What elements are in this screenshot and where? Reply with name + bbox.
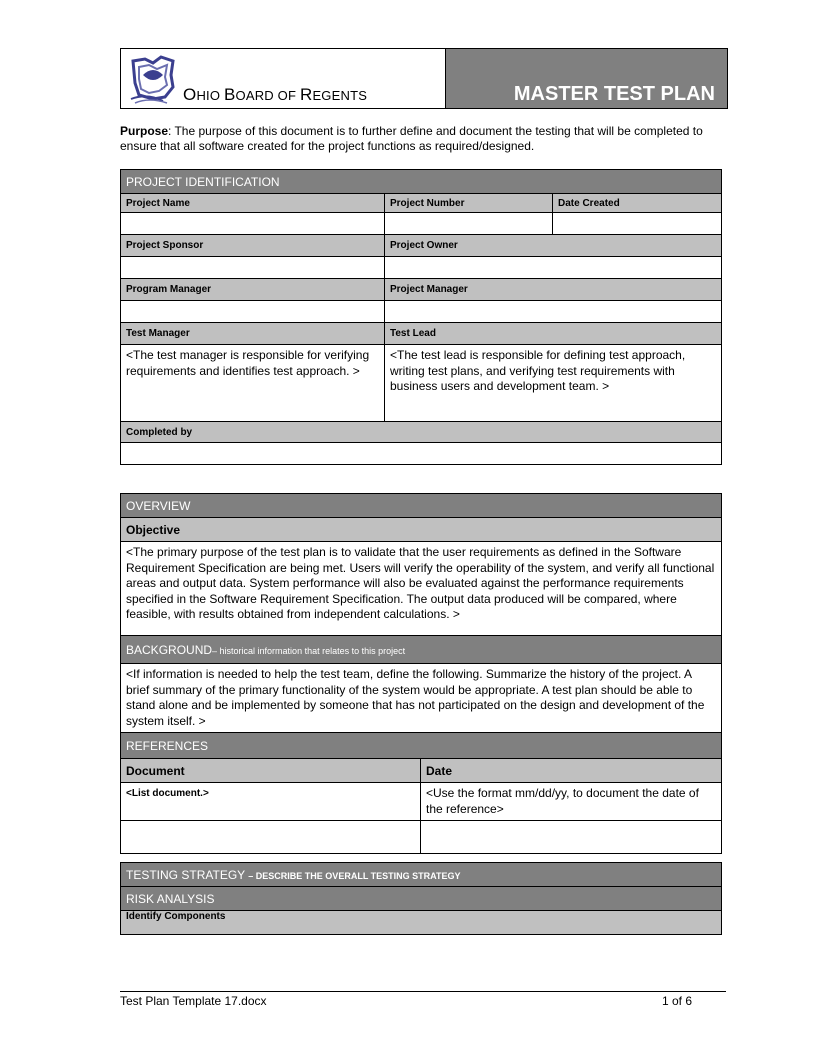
document-header	[120, 48, 728, 109]
reference-date-empty-cell[interactable]	[421, 821, 722, 854]
background-heading: BACKGROUND– historical information that relates to this project	[121, 636, 722, 664]
objective-label: Objective	[121, 518, 722, 542]
project-manager-field[interactable]	[385, 301, 722, 323]
purpose-paragraph	[120, 124, 720, 154]
overview-heading: OVERVIEW	[121, 494, 722, 518]
purpose-label: Purpose	[120, 124, 169, 138]
testing-strategy-table	[120, 862, 722, 935]
project-identification-table	[120, 169, 722, 465]
project-owner-field[interactable]	[385, 257, 722, 279]
reference-document-empty-cell[interactable]	[121, 821, 421, 854]
footer-rule	[120, 991, 726, 992]
references-col-date: Date	[421, 759, 722, 783]
header-title-cell	[446, 49, 727, 108]
test-manager-label: Test Manager	[121, 323, 385, 345]
references-heading: REFERENCES	[121, 733, 722, 759]
header-logo-cell	[121, 49, 446, 108]
completed-by-label: Completed by	[121, 422, 722, 443]
document-title: MASTER TEST PLAN	[513, 83, 715, 105]
project-sponsor-label: Project Sponsor	[121, 235, 385, 257]
project-name-label: Project Name	[121, 194, 385, 213]
reference-date-cell[interactable]: <Use the format mm/dd/yy, to document the date of the reference>	[421, 783, 722, 821]
date-created-label: Date Created	[553, 194, 722, 213]
ohio-regents-logo-icon	[127, 53, 179, 105]
organization-name: OHIO BOARD OF REGENTS	[183, 85, 368, 104]
project-number-field[interactable]	[385, 213, 553, 235]
project-name-field[interactable]	[121, 213, 385, 235]
testing-strategy-heading: TESTING STRATEGY – DESCRIBE THE OVERALL TESTING STRATEGY	[121, 863, 722, 887]
identify-components-label: Identify Components	[121, 911, 722, 935]
program-manager-label: Program Manager	[121, 279, 385, 301]
reference-document-cell[interactable]: <List document.>	[121, 783, 421, 821]
test-lead-label: Test Lead	[385, 323, 722, 345]
test-lead-text[interactable]: <The test lead is responsible for defining test approach, writing test plans, and verifying test requirements with business users and development team. >	[385, 345, 722, 422]
purpose-text: : The purpose of this document is to further define and document the testing that will be completed to ensure that all software created for the project functions as required/designed.	[120, 124, 703, 153]
date-created-field[interactable]	[553, 213, 722, 235]
project-manager-label: Project Manager	[385, 279, 722, 301]
project-identification-heading: PROJECT IDENTIFICATION	[121, 170, 722, 194]
project-owner-label: Project Owner	[385, 235, 722, 257]
test-manager-text[interactable]: <The test manager is responsible for verifying requirements and identifies test approach. >	[121, 345, 385, 422]
footer-page-number: 1 of 6	[662, 994, 693, 1008]
background-text[interactable]: <If information is needed to help the test team, define the following. Summarize the history of the project. A brief summary of the primary functionality of the system would be appropriate. A test plan should be able to stand alone and be implemented by someone that has not participated on the design and development of the system itself. >	[121, 664, 722, 733]
overview-table	[120, 493, 722, 854]
footer-filename: Test Plan Template 17.docx	[120, 994, 267, 1008]
project-number-label: Project Number	[385, 194, 553, 213]
objective-text[interactable]: <The primary purpose of the test plan is to validate that the user requirements as defined in the Software Requirement Specification are being met. Users will verify the operability of the system, and verify all functional areas and output data. System performance will also be evaluated against the performance requirements specified in the Software Requirement Specification. The output data produced will be compared, where feasible, with results obtained from independent calculations. >	[121, 542, 722, 636]
completed-by-field[interactable]	[121, 443, 722, 465]
risk-analysis-heading: RISK ANALYSIS	[121, 887, 722, 911]
program-manager-field[interactable]	[121, 301, 385, 323]
references-col-document: Document	[121, 759, 421, 783]
project-sponsor-field[interactable]	[121, 257, 385, 279]
